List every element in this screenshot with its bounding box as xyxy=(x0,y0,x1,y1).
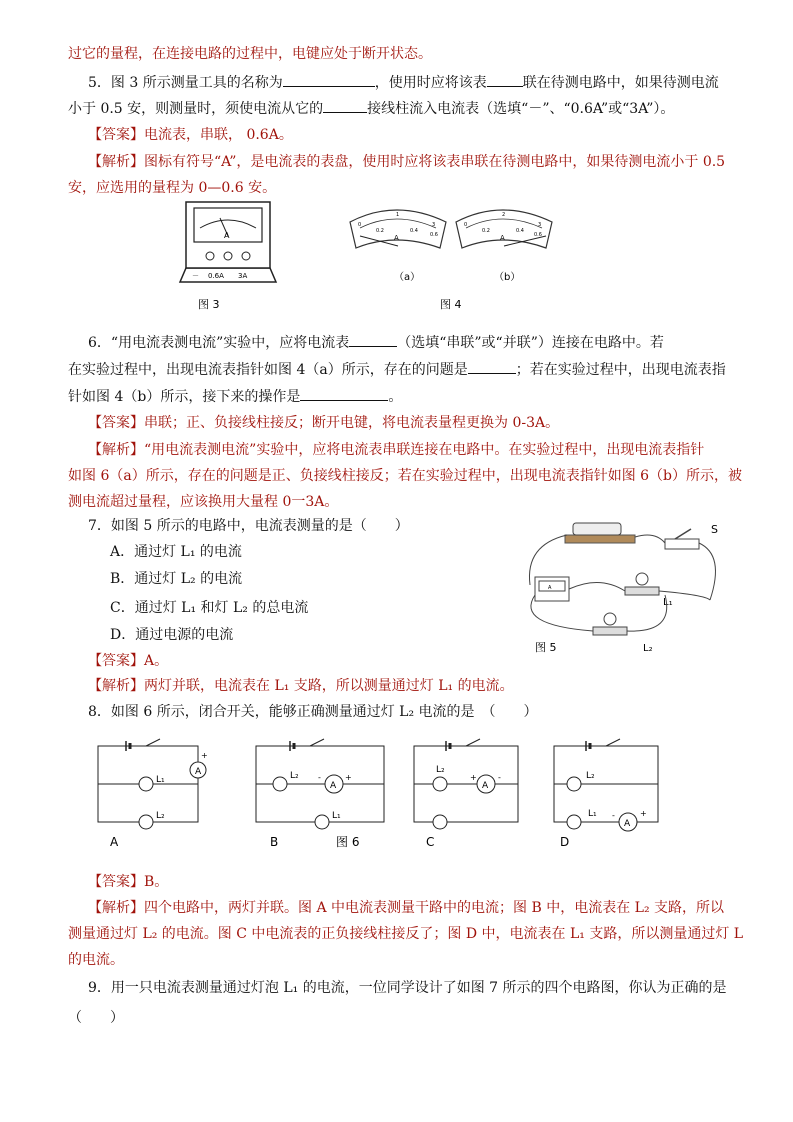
explanation-8-cont2: 的电流。 xyxy=(68,952,124,968)
svg-text:A: A xyxy=(500,234,505,242)
text-line: 过它的量程，在连接电路的过程中，电键应处于断开状态。 xyxy=(68,46,432,62)
svg-text:L₁: L₁ xyxy=(332,811,341,821)
blank xyxy=(487,72,523,87)
svg-text:A: A xyxy=(195,767,202,777)
circuit-a xyxy=(98,739,208,849)
svg-text:0: 0 xyxy=(464,222,468,228)
option-7d: D．通过电源的电流 xyxy=(110,627,234,643)
svg-text:A: A xyxy=(548,585,552,591)
blank xyxy=(468,359,516,374)
svg-text:A: A xyxy=(110,835,119,849)
svg-text:0.6: 0.6 xyxy=(430,232,438,238)
blank xyxy=(283,72,375,87)
circuit-d xyxy=(554,739,658,849)
explanation-6-cont: 如图 6（a）所示，存在的问题是正、负接线柱接反；若在实验过程中，出现电流表指针如图 6（b）所示，被 xyxy=(68,468,743,484)
blank xyxy=(300,386,388,401)
circuit-b xyxy=(256,739,384,849)
svg-text:（b）: （b） xyxy=(494,272,521,283)
svg-text:0.4: 0.4 xyxy=(410,228,418,234)
svg-text:S: S xyxy=(711,523,718,536)
figure-caption: 图 4 xyxy=(440,298,462,311)
svg-text:L₂: L₂ xyxy=(290,771,299,781)
svg-text:0.4: 0.4 xyxy=(516,228,524,234)
svg-text:1: 1 xyxy=(396,212,400,218)
answer-8: 【答案】B。 xyxy=(88,874,169,890)
figure-caption: 图 3 xyxy=(198,298,220,311)
svg-text:L₁: L₁ xyxy=(588,809,597,819)
explanation-6-cont2: 测电流超过量程，应该换用大量程 0一3A。 xyxy=(68,494,339,510)
figure-caption: 图 6 xyxy=(336,835,360,849)
svg-text:L₁: L₁ xyxy=(156,775,165,785)
explanation-5-cont: 安，应选用的量程为 0—0.6 安。 xyxy=(68,180,277,196)
svg-text:A: A xyxy=(624,819,631,829)
question-5: 5．图 3 所示测量工具的名称为 ，使用时应将该表 联在待测电路中，如果待测电流 xyxy=(88,72,719,93)
svg-text:-: - xyxy=(612,811,615,820)
answer-6: 【答案】串联；正、负接线柱接反；断开电键，将电流表量程更换为 0-3A。 xyxy=(88,415,560,431)
svg-text:+: + xyxy=(640,809,647,818)
ammeter-figure xyxy=(178,198,278,318)
explanation-6: 【解析】“用电流表测电流”实验中，应将电流表串联连接在电路中。在实验过程中，出现电流表指针 xyxy=(88,442,705,458)
explanation-8-cont: 测量通过灯 L₂ 的电流。图 C 中电流表的正负接线柱接反了；图 D 中，电流表在 L₁ 支路，所以测量通过灯 L xyxy=(68,926,744,942)
svg-text:+: + xyxy=(201,751,208,760)
question-8: 8．如图 6 所示，闭合开关，能够正确测量通过灯 L₂ 电流的是 （ ） xyxy=(88,704,538,720)
blank xyxy=(349,332,397,347)
question-7: 7．如图 5 所示的电路中，电流表测量的是（ ） xyxy=(88,518,409,534)
svg-text:3: 3 xyxy=(538,222,542,228)
explanation-8: 【解析】四个电路中，两灯并联。图 A 中电流表测量干路中的电流；图 B 中，电流表在 L₂ 支路，所以 xyxy=(88,900,725,916)
svg-text:-: - xyxy=(498,773,501,782)
svg-text:－: － xyxy=(192,272,199,280)
question-9: 9．用一只电流表测量通过灯泡 L₁ 的电流，一位同学设计了如图 7 所示的四个电路图，你认为正确的是 xyxy=(88,980,727,996)
svg-text:C: C xyxy=(426,835,435,849)
svg-text:+: + xyxy=(345,773,352,782)
svg-text:L₂: L₂ xyxy=(156,811,165,821)
circuit-diagrams-figure xyxy=(90,734,670,854)
explanation-5: 【解析】图标有符号“A”，是电流表的表盘，使用时应将该表串联在待测电路中，如果待测电流小于 0.5 xyxy=(88,154,726,170)
question-6-cont2: 针如图 4（b）所示，接下来的操作是 。 xyxy=(68,386,402,407)
svg-text:2: 2 xyxy=(502,212,506,218)
question-6: 6．“用电流表测电流”实验中，应将电流表 （选填“串联”或“并联”）连接在电路中。若 xyxy=(88,332,664,353)
svg-text:0.6: 0.6 xyxy=(534,232,542,238)
explanation-7: 【解析】两灯并联，电流表在 L₁ 支路，所以测量通过灯 L₁ 的电流。 xyxy=(88,678,514,694)
svg-text:（a）: （a） xyxy=(394,272,421,283)
question-9-cont: （ ） xyxy=(68,1010,124,1026)
svg-text:L₂: L₂ xyxy=(643,643,653,654)
answer-7: 【答案】A。 xyxy=(88,653,169,669)
svg-text:L₁: L₁ xyxy=(663,597,673,608)
question-6-cont: 在实验过程中，出现电流表指针如图 4（a）所示，存在的问题是 ；若在实验过程中，出现电流表指 xyxy=(68,359,726,380)
svg-text:A: A xyxy=(224,231,230,240)
svg-text:0.2: 0.2 xyxy=(376,228,384,234)
svg-text:L₂: L₂ xyxy=(436,765,445,775)
circuit-c xyxy=(414,739,518,849)
meter-dials-figure xyxy=(346,200,556,315)
answer-5: 【答案】电流表，串联， 0.6A。 xyxy=(88,127,293,143)
svg-text:3: 3 xyxy=(432,222,436,228)
svg-text:0.2: 0.2 xyxy=(482,228,490,234)
svg-text:3A: 3A xyxy=(238,272,248,280)
svg-text:+: + xyxy=(470,773,477,782)
svg-text:0: 0 xyxy=(358,222,362,228)
svg-text:D: D xyxy=(560,835,570,849)
svg-text:B: B xyxy=(270,835,279,849)
option-7a: A．通过灯 L₁ 的电流 xyxy=(110,544,242,560)
question-5-cont: 小于 0.5 安，则测量时，须使电流从它的 接线柱流入电流表（选填“－”、“0.6A”或“3A”）。 xyxy=(68,98,674,119)
svg-text:0.6A: 0.6A xyxy=(208,272,224,280)
svg-text:A: A xyxy=(330,781,337,791)
svg-text:L₂: L₂ xyxy=(586,771,595,781)
circuit-photo-figure xyxy=(505,515,735,660)
option-7b: B．通过灯 L₂ 的电流 xyxy=(110,571,243,587)
svg-text:-: - xyxy=(318,773,321,782)
option-7c: C．通过灯 L₁ 和灯 L₂ 的总电流 xyxy=(110,600,309,616)
svg-text:A: A xyxy=(394,234,399,242)
blank xyxy=(323,98,367,113)
figure-caption: 图 5 xyxy=(535,641,557,654)
svg-text:A: A xyxy=(482,781,489,791)
